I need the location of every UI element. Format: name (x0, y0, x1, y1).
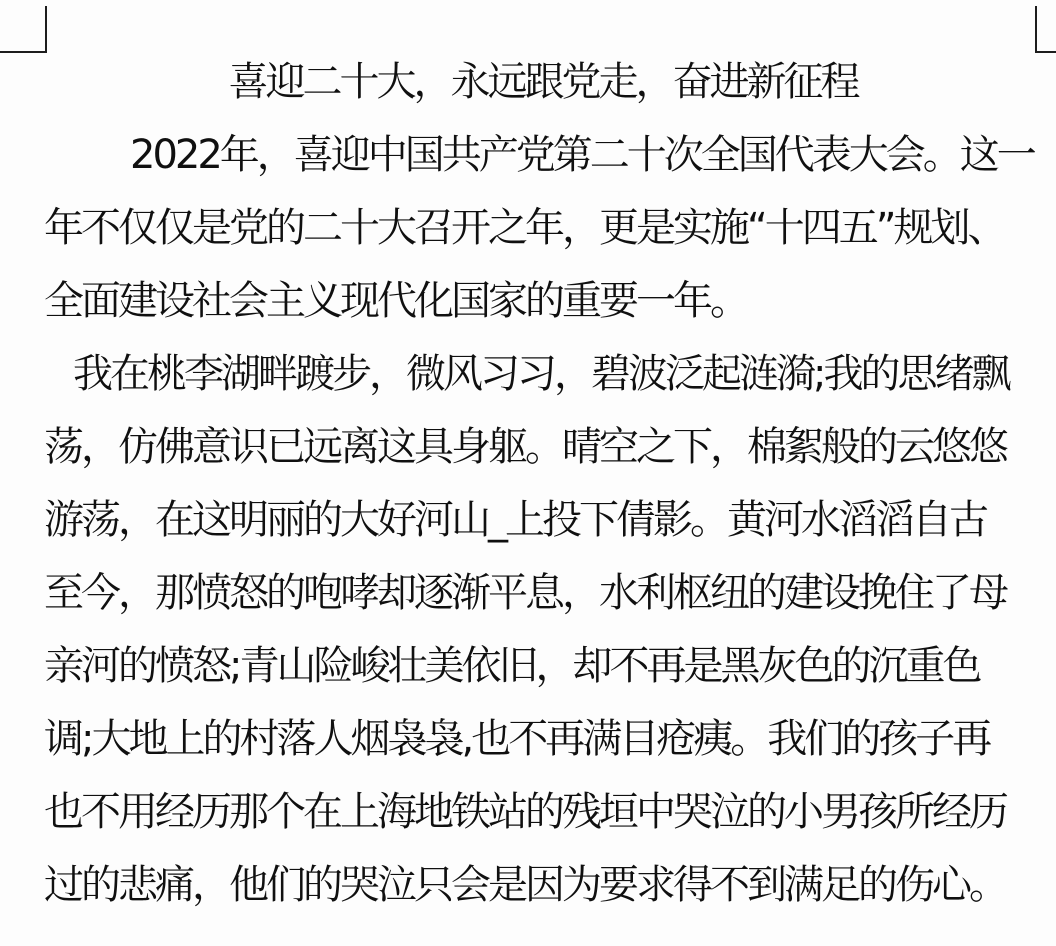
text-line: 游荡，在这明丽的大好河山_上投下倩影。黄河水滔滔自古 (44, 497, 986, 543)
text-line: 亲河的愤怒;青山险峻壮美依旧，却不再是黑灰色的沉重色 (44, 643, 980, 689)
text-line: 年不仅仅是党的二十大召开之年，更是实施“十四五”规划、 (44, 205, 1005, 251)
text-line: 也不用经历那个在上海地铁站的残垣中哭泣的小男孩所经历 (44, 789, 1006, 835)
text-line: 调;大地上的村落人烟袅袅,也不再满目疮痍。我们的孩子再 (44, 716, 990, 762)
paragraph-1 (44, 119, 1042, 338)
paragraph-2 (44, 338, 1042, 922)
crop-corner-left-icon (0, 6, 47, 53)
essay-title: 喜迎二十大，永远跟党走，奋进新征程 (228, 59, 858, 105)
text-line: 至今，那愤怒的咆哮却逐渐平息，水利枢纽的建设挽住了母 (44, 570, 1006, 616)
document-content (44, 46, 1042, 922)
text-line: 2022年，喜迎中国共产党第二十次全国代表大会。这一 (130, 132, 1034, 178)
text-line: 过的悲痛，他们的哭泣只会是因为要求得不到满足的伤心。 (44, 862, 1006, 908)
text-line: 荡，仿佛意识已远离这具身躯。晴空之下，棉絮般的云悠悠 (44, 424, 1006, 470)
text-line: 我在桃李湖畔踱步，微风习习，碧波泛起涟漪;我的思绪飘 (73, 351, 1009, 397)
text-line: 全面建设社会主义现代化国家的重要一年。 (44, 278, 747, 324)
